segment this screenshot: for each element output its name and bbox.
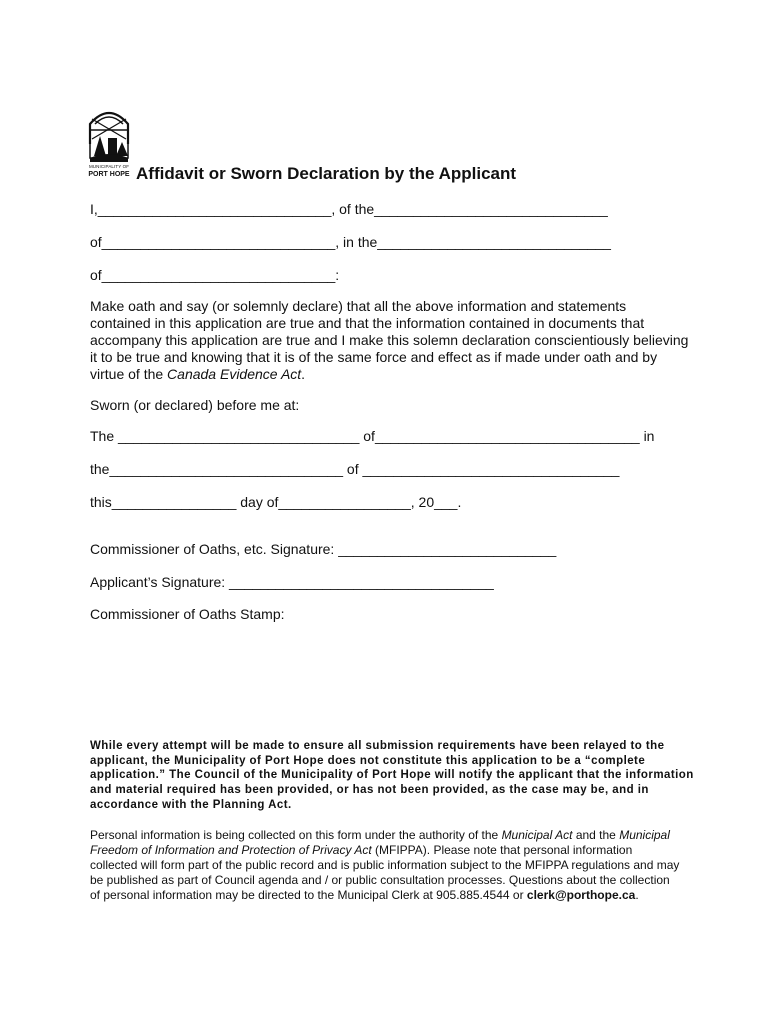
sworn-line-region[interactable]: the______________________________ of _________________________________: [90, 461, 620, 477]
privacy-act-municipal: Municipal Act: [501, 828, 573, 842]
declaration-act-name: Canada Evidence Act: [167, 366, 302, 382]
sworn-line-place[interactable]: The _______________________________ of__________________________________ in: [90, 428, 655, 444]
privacy-text-3: (MFIPPA). Please note that personal information collected will form part of the public record and is public information subject to the MFIPPA regulations and may be published as part of Council agenda and / or public consultation processes. Questions about the collection of personal information may be directed to the Municipal Clerk at 905.885.4544 or: [90, 843, 680, 902]
declaration-paragraph: [90, 298, 690, 383]
privacy-act-mfippa: Municipal Freedom of Information and Protection of Privacy Act: [90, 828, 670, 857]
privacy-text-end: .: [635, 888, 639, 902]
completeness-notice: While every attempt will be made to ensure all submission requirements have been relayed to the applicant, the Municipality of Port Hope does not constitute this application to be a “complete application.” The Council of the Municipality of Port Hope will notify the applicant that the information and material required has been provided, or has not been provided, as the case may be, and in accordance with the Planning Act.: [90, 740, 694, 811]
form-line-location[interactable]: of______________________________, in the______________________________: [90, 234, 611, 250]
logo-text-bottom: PORT HOPE: [88, 171, 130, 178]
clerk-email-link[interactable]: clerk@porthope.ca: [526, 888, 636, 902]
declaration-end: .: [301, 366, 306, 382]
commissioner-signature-line[interactable]: Commissioner of Oaths, etc. Signature: ____________________________: [90, 541, 557, 557]
page-title: Affidavit or Sworn Declaration by the Applicant: [136, 164, 517, 183]
declaration-text: Make oath and say (or solemnly declare) that all the above information and statements contained in this application are true and that the information contained in documents that accompany this application are true and I make this solemn declaration conscientiously believing it to be true and knowing that it is of the same force and effect as if made under oath and by virtue of the: [90, 298, 689, 382]
privacy-text-2: and the: [572, 828, 620, 842]
privacy-notice: [90, 828, 680, 903]
form-line-name[interactable]: I,______________________________, of the______________________________: [90, 201, 608, 217]
sworn-line-date[interactable]: this________________ day of_________________, 20___.: [90, 494, 462, 510]
sworn-intro: Sworn (or declared) before me at:: [90, 397, 300, 413]
applicant-signature-line[interactable]: Applicant’s Signature: __________________________________: [90, 574, 494, 590]
logo-text-top: MUNICIPALITY OF: [88, 164, 130, 169]
privacy-text-1: Personal information is being collected on this form under the authority of the: [90, 828, 502, 842]
municipality-logo: [86, 104, 132, 184]
form-line-region[interactable]: of______________________________:: [90, 267, 340, 283]
commissioner-stamp-label: Commissioner of Oaths Stamp:: [90, 606, 285, 622]
